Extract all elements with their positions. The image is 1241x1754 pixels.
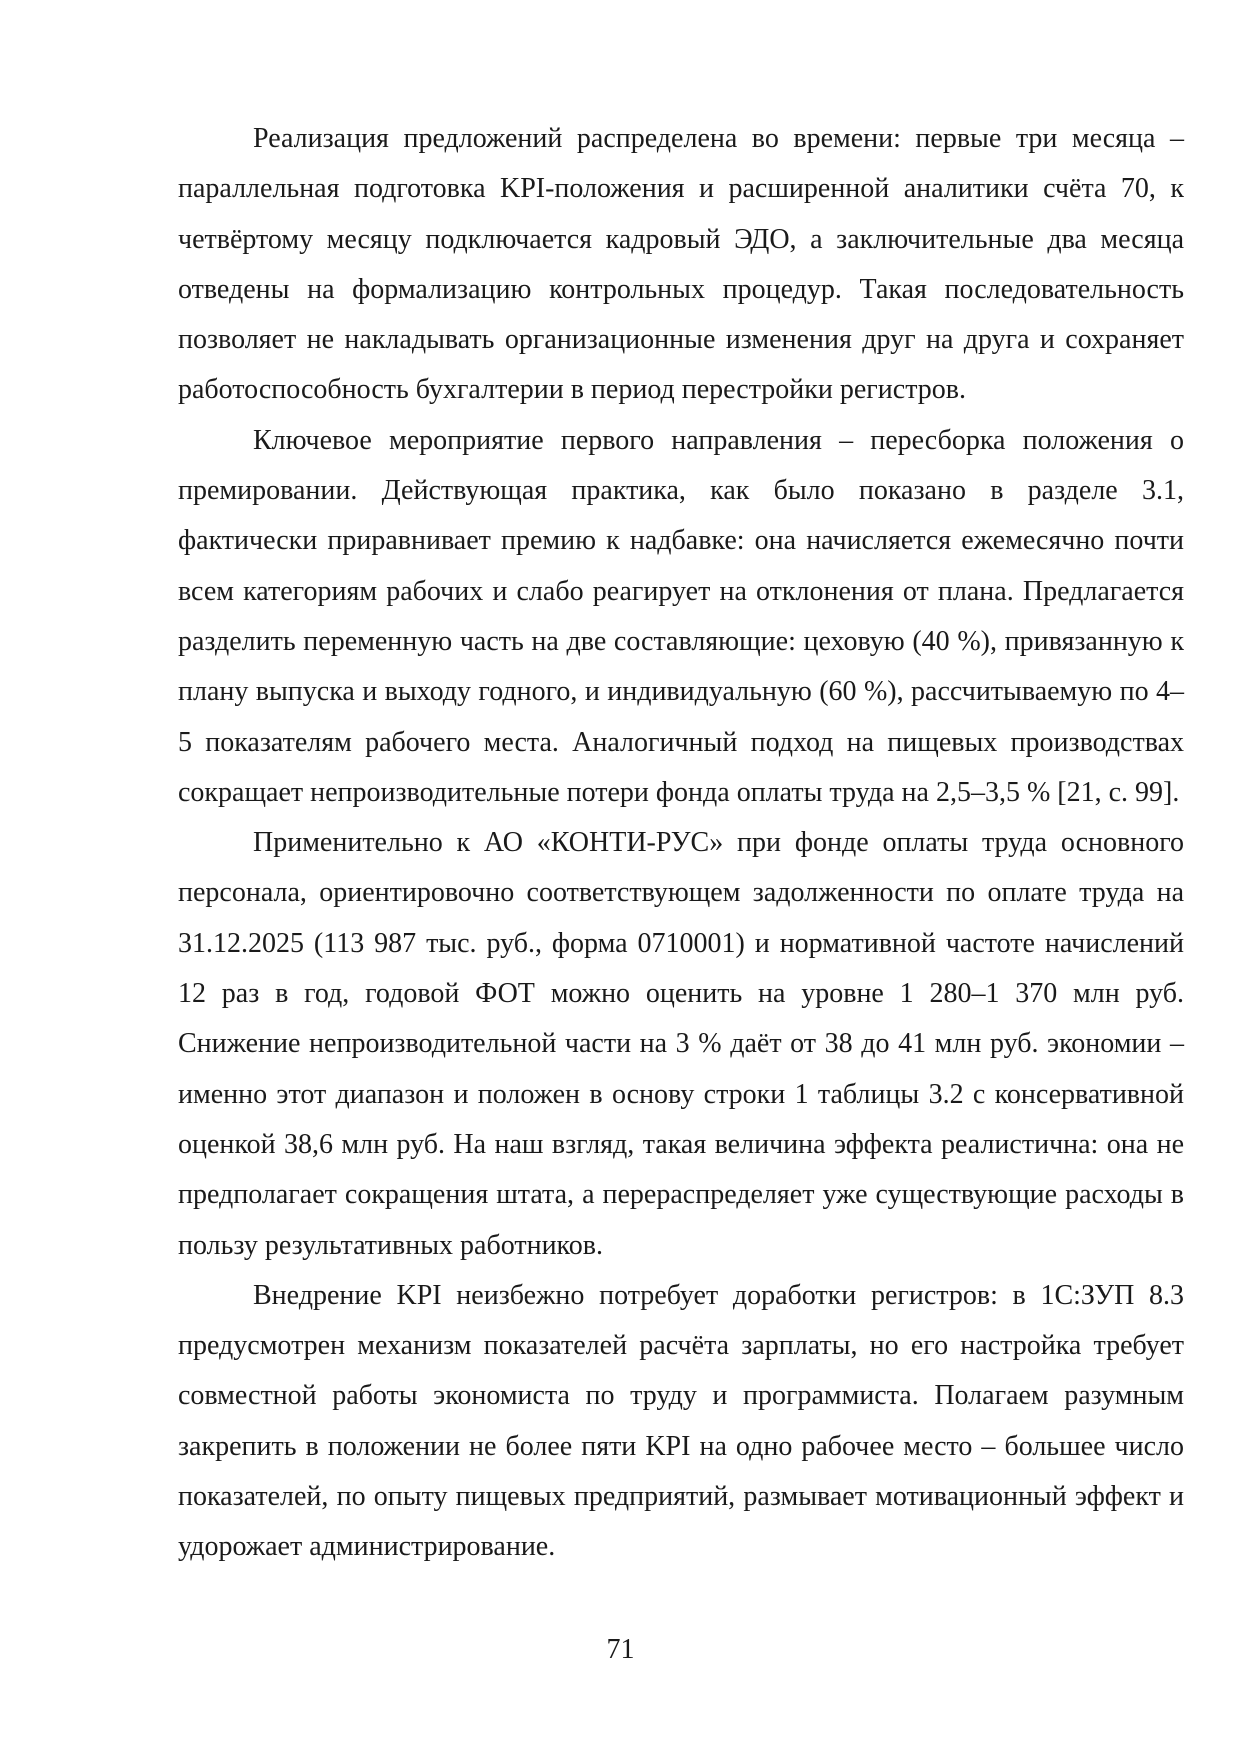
body-text [178,114,1184,1573]
paragraph-kpi-registers: Внедрение KPI неизбежно потребует доработки регистров: в 1С:ЗУП 8.3 предусмотрен механизм показателей расчёта зарплаты, но его настройка требует совместной работы экономиста по труду и программиста. Полагаем разумным закрепить в положении не более пяти KPI на одно рабочее место – большее число показателей, по опыту пищевых предприятий, размывает мотивационный эффект и удорожает администрирование. [178,1279,1184,1563]
paragraph-bonus-regulation: Ключевое мероприятие первого направления – пересборка положения о премировании. Действующая практика, как было показано в разделе 3.1, фактически приравнивает премию к надбавке: она начисляется ежемесячно почти всем категориям рабочих и слабо реагирует на отклонения от плана. Предлагается разделить переменную часть на две составляющие: цеховую (40 %), привязанную к плану выпуска и выходу годного, и индивидуальную (60 %), рассчитываемую по 4–5 показателям рабочего места. Аналогичный подход на пищевых производствах сокращает непроизводительные потери фонда оплаты труда на 2,5–3,5 % [21, с. 99]. [178,424,1184,808]
page-number: 71 [606,1634,635,1665]
paragraph-payroll-estimate: Применительно к АО «КОНТИ-РУС» при фонде оплаты труда основного персонала, ориентировочно соответствующем задолженности по оплате труда на 31.12.2025 (113 987 тыс. руб., форма 0710001) и нормативной частоте начислений 12 раз в год, годовой ФОТ можно оценить на уровне 1 280–1 370 млн руб. Снижение непроизводительной части на 3 % даёт от 38 до 41 млн руб. экономии – именно этот диапазон и положен в основу строки 1 таблицы 3.2 с консервативной оценкой 38,6 млн руб. На наш взгляд, такая величина эффекта реалистична: она не предполагает сокращения штата, а перераспределяет уже существующие расходы в пользу результативных работников. [178,827,1184,1261]
paragraph-implementation-timeline: Реализация предложений распределена во времени: первые три месяца – параллельная подготовка KPI-положения и расширенной аналитики счёта 70, к четвёртому месяцу подключается кадровый ЭДО, а заключительные два месяца отведены на формализацию контрольных процедур. Такая последовательность позволяет не накладывать организационные изменения друг на друга и сохраняет работоспособность бухгалтерии в период перестройки регистров. [178,123,1184,406]
